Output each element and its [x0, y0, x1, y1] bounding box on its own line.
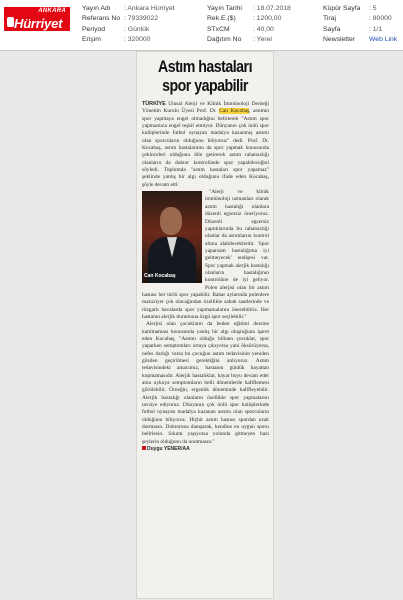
- meta-value: : Ankara Hürriyet: [124, 5, 175, 12]
- web-link[interactable]: Web Link: [369, 36, 398, 44]
- meta-key: Yayın Adı: [82, 5, 111, 12]
- meta-key: Periyod: [82, 25, 106, 33]
- meta-key: Küpür Sayfa: [323, 5, 361, 12]
- meta-column-1: [82, 4, 175, 46]
- byline: [142, 446, 269, 453]
- meta-value: : Günlük: [124, 25, 150, 33]
- meta-value: : 18.07.2018: [253, 5, 291, 12]
- meta-row: [323, 25, 397, 35]
- logo-edition: ANKARA: [38, 8, 66, 14]
- photo-caption: Can Kocabaş: [144, 272, 176, 279]
- meta-key: Yayın Tarihi: [207, 5, 242, 12]
- headline: [147, 58, 264, 96]
- meta-value: : 40,00: [253, 25, 274, 33]
- meta-row: [207, 14, 291, 24]
- meta-row: [323, 14, 397, 24]
- meta-key: Sayfa: [323, 25, 341, 33]
- portrait-image: [142, 191, 202, 283]
- meta-row: [82, 35, 175, 45]
- logo-name: Hürriyet: [14, 16, 63, 31]
- lead-word: TÜRKİYE: [142, 101, 166, 107]
- meta-column-2: [207, 4, 291, 46]
- article-body: [142, 101, 269, 454]
- paragraph-1: [142, 101, 269, 189]
- meta-key: Referans No: [82, 15, 121, 23]
- meta-value: : 5: [369, 5, 377, 12]
- paragraph-2: "Alerji ve klinik immünoloji uzmanları olarak astım hastalığı olanlara düzenli egzersiz öneriyoruz. Düzenli egzersiz yaptıklarında bu rahatsızlığı olanlar da astımlarını kontrol altına alabileceklerdir. 'Spor yaparsam hastalığıma iyi gelmeyecek' endişesi var. Spor yapmak alerjik hastalığı olanların hastalığının kontrolüne de iyi geliyor. Polen alerjisi olan bir astım hastası her türlü spor yapabilir. Bahar aylarında polenlere maruziyet çok olacağından özellikle sabah saatlerinde ve rüzgarlı havalarda spor yapmamalarını önerebiliriz. Her hastanın alerjik durumuna özgü spor seçilebilir.": [142, 189, 269, 320]
- p1-text-b: , astımın spor yapmaya engel olmadığını belirterek "Astım spor yapmamıza engel teşkil etmiyor. Dünyanın çok ünlü spor kulüplerinde futbol oynayan madalya kazanmış astımı olan sporcuların olduğunu biliyoruz" dedi. Prof. Dr. Kocabaş, astım hastalarının da spor yapmak konusunda çekinceleri olduğunu dile getirerek astım rahatsızlığı olanların da doktor kontrolünde spor yapabileceğini söyledi. Toplumda "astım hastaları spor yapamaz" şeklinde yanlış bir algı olduğunu ifade eden Kocabaş, şöyle devam etti:: [142, 108, 269, 188]
- meta-value: : 320000: [124, 36, 151, 44]
- meta-value: : 79339022: [124, 15, 159, 23]
- clipping-header: [0, 0, 403, 51]
- logo-mark-icon: [7, 17, 14, 27]
- meta-value: : Yerel: [253, 36, 272, 44]
- hurriyet-logo: [4, 7, 70, 31]
- meta-value: : 1200,00: [253, 15, 282, 23]
- meta-value: : 80000: [369, 15, 392, 23]
- meta-value: : 1/1: [369, 25, 383, 33]
- meta-key: Rek.E.($): [207, 15, 236, 23]
- meta-row: [323, 4, 397, 14]
- highlighted-name: Can Kocabaş: [219, 108, 250, 115]
- meta-row: [82, 4, 175, 14]
- meta-key: Erişim: [82, 36, 101, 44]
- meta-row: [323, 35, 397, 45]
- p1-text-a: Ulusal Alerji ve Klinik İmmünoloji Derneği Yönetim Kurulu Üyesi Prof. Dr.: [142, 101, 269, 115]
- meta-row: [82, 25, 175, 35]
- news-clipping: [137, 52, 273, 598]
- meta-column-3: [323, 4, 397, 46]
- meta-key: STxCM: [207, 25, 230, 33]
- portrait-photo: [142, 191, 202, 283]
- headline-line-1: Astım hastaları: [157, 58, 252, 76]
- byline-text: Duygu YENER/AA: [147, 446, 190, 453]
- meta-row: [207, 35, 291, 45]
- meta-row: [207, 25, 291, 35]
- byline-square-icon: [142, 446, 146, 450]
- meta-row: [82, 14, 175, 24]
- paragraph-3: Alerjisi olan çocukların da beden eğitimi dersine katılmaması konusunda yanlış bir algı oluştuğuna işaret eden Kocabaş, "Astımı olduğu bilinen çocuklar, spor yaparken semptomları ortaya çıkıyorsa yani öksürüyorsa, nefes darlığı varsa bu çocuğun astım tedavisinin yeniden gözden geçirilmesi gerektiğini anlıyoruz. Astım tedavisindeki amacımız, hastanın günlük hayattan kopmamasıdır. Alerjik hastalıklar, hayat boyu devam eder ama uykuya semptomların belli dönemlerde hafiflemesi görülebilir. Örneğin, ergenlik döneminde hafifleyebilir. Alerjik hastalığı olanların özellikle spor yapmalarını tavsiye ediyoruz. Dünyanın çok ünlü spor kulüplerinde futbol oynayan madalya kazanan astımı olan sporcuların olduğunu biliyoruz. Hiçbir astım hastası spordan uzak durmasın. Doktoruna danışarak, kendine en uygun sporu belirlesin. Sıkıntı yaşıyorsa yolunda gitmeyen bazı şeylerin olduğunu da unutmasın.": [142, 321, 269, 445]
- headline-line-2: spor yapabilir: [162, 77, 248, 95]
- meta-row: [207, 4, 291, 14]
- meta-key: Dağıtım No: [207, 36, 242, 44]
- meta-key: Newsletter: [323, 36, 356, 44]
- photo-face: [160, 207, 182, 235]
- meta-key: Tiraj: [323, 15, 336, 23]
